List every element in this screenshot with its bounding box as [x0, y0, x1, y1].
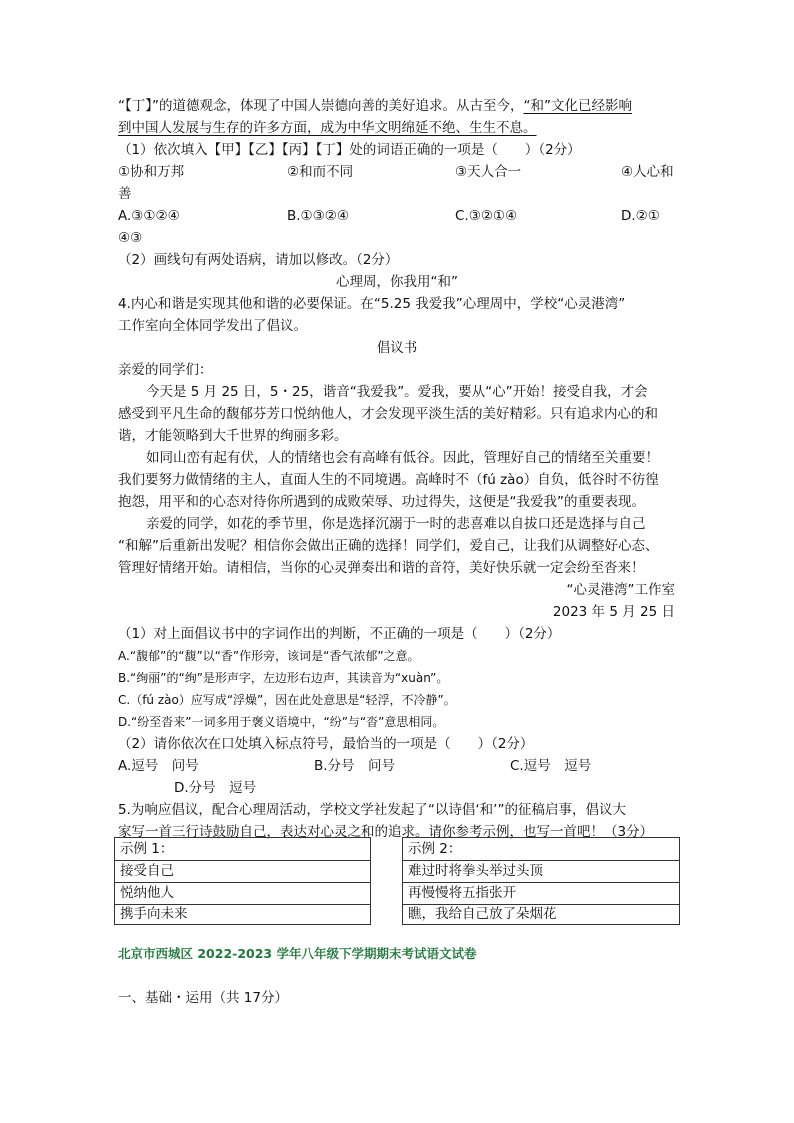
q4-2-option-b: B.分号 问号	[314, 758, 396, 774]
q5-line-2: 家写一首三行诗鼓励自己，表达对心灵之和的追求。请你参考示例，也写一首吧！（3分）	[118, 824, 654, 840]
letter-paragraph-3-line: 管理好情绪开始。请相信，当你的心灵弹奏出和谐的音符，美好快乐就一定会纷至沓来！	[118, 560, 645, 576]
q1-option-d: D.②①	[621, 208, 660, 224]
example-line: 悦纳他人	[120, 885, 174, 901]
q4-1-stem: （1）对上面倡议书中的字词作出的判断，不正确的一项是（ ）（2分）	[118, 626, 561, 642]
q4-2-option-c: C.逗号 逗号	[510, 758, 592, 774]
q4-intro-line-2: 工作室向全体同学发出了倡议。	[118, 318, 307, 334]
letter-paragraph-1-line: 感受到平凡生命的馥郁芬芳口悦纳他人，才会发现平淡生活的美好精彩。只有追求内心的和	[118, 406, 658, 422]
underlined-sentence-part-2: 到中国人发展与生存的许多方面，成为中华文明绵延不绝、生生不息。	[118, 120, 537, 136]
underlined-sentence-part-1: “和”文化已经影响	[523, 98, 632, 114]
q1-choice-4: ④人心和	[621, 164, 674, 180]
q1-choice-wrap: 善	[118, 186, 132, 202]
q4-intro-line-1: 4.内心和谐是实现其他和谐的必要保证。在“5.25 我爱我”心理周中，学校“心灵港湾”	[118, 296, 626, 312]
letter-signature: “心灵港湾”工作室	[566, 582, 675, 598]
section-heading: 一、基础・运用（共 17分）	[118, 990, 288, 1006]
example-line: 携手向未来	[120, 906, 188, 922]
letter-date: 2023 年 5 月 25 日	[552, 604, 675, 620]
q4-2-stem: （2）请你依次在口处填入标点符号，最恰当的一项是（ ）（2分）	[118, 736, 534, 752]
letter-title: 倡议书	[376, 340, 418, 356]
q1-stem: （1）依次填入【甲】【乙】【丙】【丁】处的词语正确的一项是（ ）（2分）	[118, 142, 581, 158]
q4-1-option-d: D.“纷至沓来”一词多用于褒义语境中，“纷”与“沓”意思相同。	[118, 715, 445, 729]
letter-paragraph-2-line: 我们要努力做情绪的主人，直面人生的不同境遇。高峰时不（fú zào）自负，低谷时不彷徨	[118, 472, 659, 488]
letter-paragraph-1-line: 今天是 5 月 25 日，5・25，谐音“我爱我”。爱我，要从“心”开始！接受自我，才会	[146, 384, 648, 400]
passage-text: “【丁】”的道德观念，体现了中国人崇德向善的美好追求。从古至今，	[118, 98, 524, 114]
q1-option-a: A.③①②④	[118, 208, 180, 224]
letter-paragraph-3-line: 亲爱的同学，如花的季节里，你是选择沉溺于一时的悲喜难以自拔口还是选择与自己	[146, 516, 646, 532]
q1-choice-3: ③天人合一	[455, 164, 522, 180]
q4-1-option-a: A.“馥郁”的“馥”以“香”作形旁，该词是“香气浓郁”之意。	[118, 649, 420, 663]
letter-paragraph-2-line: 抱怨，用平和的心态对待你所遇到的成败荣辱、功过得失，这便是“我爱我”的重要表现。	[118, 494, 645, 510]
q1-choice-1: ①协和万邦	[118, 164, 185, 180]
letter-paragraph-2-line: 如同山峦有起有伏，人的情绪也会有高峰有低谷。因此，管理好自己的情绪至关重要！	[146, 450, 659, 466]
passage-line-1	[118, 95, 632, 117]
q5-line-1: 5.为响应倡议，配合心理周活动，学校文学社发起了“以诗倡‘和’”的征稿启事，倡议大	[118, 802, 626, 818]
q1-option-b: B.①③②④	[287, 208, 349, 224]
letter-paragraph-1-line: 谐，才能领略到大千世界的绚丽多彩。	[118, 428, 348, 444]
q1-option-wrap: ④③	[118, 230, 143, 246]
example-box-2	[402, 837, 680, 925]
exam-title: 北京市西城区 2022-2023 学年八年级下学期期末考试语文试卷	[118, 946, 477, 961]
q1-option-c: C.③②①④	[455, 208, 518, 224]
example-box-1	[114, 837, 371, 925]
example-line: 接受自己	[120, 863, 174, 879]
example-line: 难过时将拳头举过头顶	[408, 863, 543, 879]
example-label: 示例 1：	[120, 841, 174, 857]
subheading: 心理周，你我用“和”	[336, 274, 458, 290]
example-label: 示例 2：	[408, 841, 462, 857]
q2-stem: （2）画线句有两处语病，请加以修改。（2分）	[118, 252, 399, 268]
example-line: 再慢慢将五指张开	[408, 885, 516, 901]
q4-1-option-b: B.“绚丽”的“绚”是形声字，左边形右边声，其读音为“xuàn”。	[118, 671, 449, 685]
example-line: 瞧，我给自己放了朵烟花	[408, 906, 557, 922]
q1-choice-2: ②和而不同	[287, 164, 354, 180]
q4-2-option-a: A.逗号 问号	[118, 758, 199, 774]
letter-greeting: 亲爱的同学们：	[118, 362, 213, 378]
letter-paragraph-3-line: “和解”后重新出发呢？相信你会做出正确的选择！同学们，爱自己，让我们从调整好心态、	[118, 538, 659, 554]
q4-1-option-c: C.（fú zào）应写成“浮燥”，因在此处意思是“轻浮，不冷静”。	[118, 693, 456, 707]
q4-2-option-d: D.分号 逗号	[174, 780, 257, 796]
